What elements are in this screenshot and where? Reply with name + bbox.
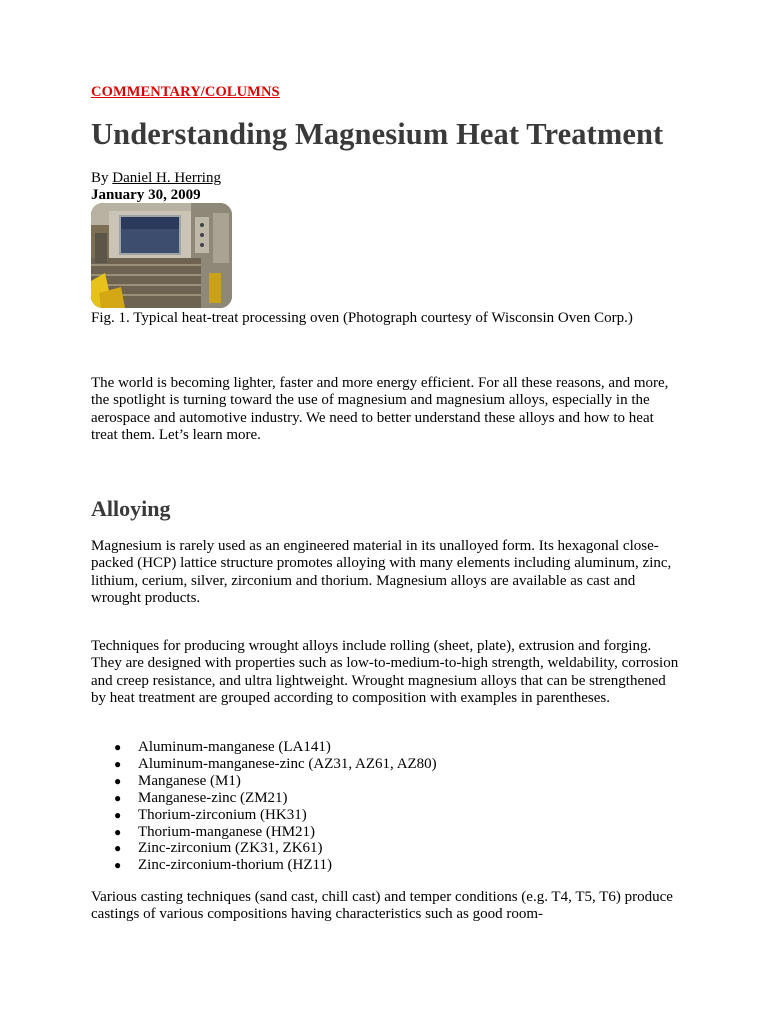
list-item-text: Manganese-zinc (ZM21) bbox=[138, 789, 288, 806]
list-item-text: Zinc-zirconium (ZK31, ZK61) bbox=[138, 840, 323, 857]
bullet-icon: ● bbox=[114, 740, 122, 754]
list-item bbox=[91, 773, 437, 790]
oven-photo bbox=[91, 203, 232, 308]
casting-paragraph: Various casting techniques (sand cast, chill cast) and temper conditions (e.g. T4, T5, T6) produce castings of various compositions having characteristics such as good room- bbox=[91, 889, 673, 923]
list-item bbox=[91, 756, 437, 773]
alloying-paragraph-2: Techniques for producing wrought alloys include rolling (sheet, plate), extrusion and forging. They are designed with properties such as low-to-medium-to-high strength, weldability, corrosion and creep resistance, and ultra lightweight. Wrought magnesium alloys that can be strengthened by heat treatment are grouped according to composition with examples in parentheses. bbox=[91, 638, 679, 706]
byline-prefix: By bbox=[91, 170, 113, 186]
list-item bbox=[91, 790, 437, 807]
bullet-icon: ● bbox=[114, 756, 122, 771]
list-item bbox=[91, 824, 437, 841]
list-item bbox=[91, 840, 437, 857]
list-item-text: Aluminum-manganese (LA141) bbox=[138, 739, 331, 755]
list-item-text: Thorium-manganese (HM21) bbox=[138, 823, 316, 840]
bullet-icon: ● bbox=[114, 858, 122, 873]
byline bbox=[91, 170, 221, 187]
bullet-icon: ● bbox=[114, 807, 122, 822]
list-item-text: Zinc-zirconium-thorium (HZ11) bbox=[138, 857, 332, 874]
figure-caption: Fig. 1. Typical heat-treat processing oven (Photograph courtesy of Wisconsin Oven Corp.) bbox=[91, 310, 633, 326]
section-heading: Alloying bbox=[91, 496, 171, 521]
list-item bbox=[91, 857, 437, 874]
bullet-icon: ● bbox=[114, 824, 122, 839]
list-item bbox=[91, 807, 437, 824]
bullet-icon: ● bbox=[114, 790, 122, 805]
alloying-paragraph-1: Magnesium is rarely used as an engineered material in its unalloyed form. Its hexagonal close-packed (HCP) lattice structure promotes alloying with many elements including aluminum, zinc, lithium, cerium, silver, zirconium and thorium. Magnesium alloys are available as cast and wrought products. bbox=[91, 538, 672, 606]
alloy-list bbox=[91, 739, 437, 874]
bullet-icon: ● bbox=[114, 841, 122, 856]
publish-date: January 30, 2009 bbox=[91, 187, 201, 203]
intro-paragraph: The world is becoming lighter, faster and more energy efficient. For all these reasons, and more, the spotlight is turning toward the use of magnesium and magnesium alloys, especially in the aerospace and automotive industry. We need to better understand these alloys and how to heat treat them. Let’s learn more. bbox=[91, 375, 669, 443]
category-link[interactable]: COMMENTARY/COLUMNS bbox=[91, 84, 280, 100]
list-item-text: Aluminum-manganese-zinc (AZ31, AZ61, AZ80) bbox=[138, 755, 437, 772]
list-item bbox=[91, 739, 437, 756]
list-item-text: Manganese (M1) bbox=[138, 772, 241, 789]
list-item-text: Thorium-zirconium (HK31) bbox=[138, 806, 307, 823]
author-link[interactable]: Daniel H. Herring bbox=[112, 170, 221, 186]
oven-photo-graphic bbox=[91, 203, 232, 308]
bullet-icon: ● bbox=[114, 773, 122, 788]
article-title: Understanding Magnesium Heat Treatment bbox=[91, 117, 664, 151]
